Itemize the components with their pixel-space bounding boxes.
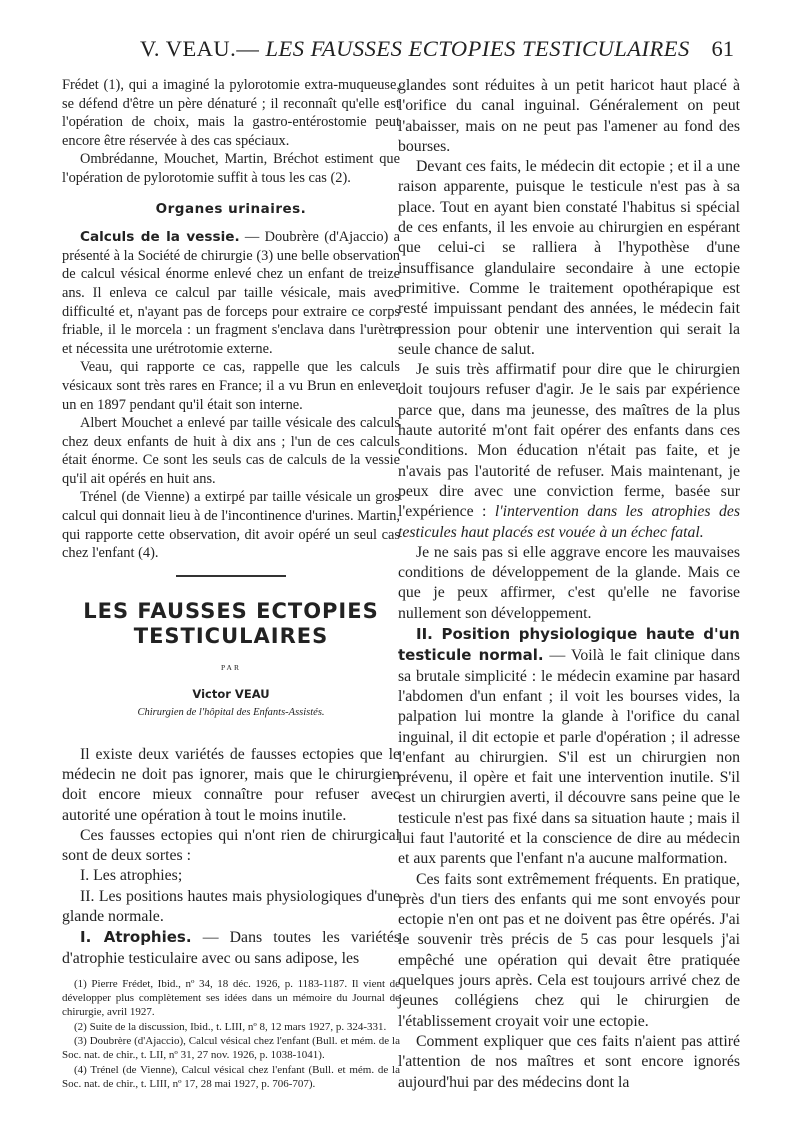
paragraph: glandes sont réduites à un petit haricot haut placé à l'orifice du canal inguinal. Généralement on peut l'abaisser, mais on ne peut pas l'amener au fond des bourses. [398, 77, 740, 155]
running-head [60, 36, 740, 72]
paragraph: Ces fausses ectopies qui n'ont rien de chirurgical sont de deux sortes : [62, 826, 400, 865]
paragraph: Veau, qui rapporte ce cas, rappelle que les calculs vésicaux sont très rares en France; il a vu Brun en enlever un en 1897 pendant qu'il était son interne. [62, 359, 400, 413]
paragraph-text: — Voilà le fait clinique dans sa brutale simplicité : le médecin examine par hasard l'abdomen d'un enfant ; il voit les bourses vides, la palpation lui montre la glande à l'orifice du canal inguinal, il dit ectopie et parle d'opération ; il adresse l'enfant au chirurgien. S'il est un chirurgien non prévenu, il opère et fait une intervention inutile. S'il est un chirurgien averti, il découvre sans peine que le testicule n'est pas fixé dans sa situation haute ; mais il lui faut l'autorité et la conscience de dire au médecin et aux parents que l'enfant n'a aucune malformation. [398, 647, 740, 868]
run-in-heading: Calculs de la vessie. [80, 229, 240, 246]
paragraph [398, 360, 740, 543]
paragraph-text: — Dans toutes les variétés d'atrophie testiculaire avec ou sans adipose, les [62, 929, 400, 967]
running-article-title: LES FAUSSES ECTOPIES TESTICULAIRES [265, 36, 690, 61]
paragraph: Ombrédanne, Mouchet, Martin, Bréchot estiment que l'opération de pylorotomie suffit à tous les cas (2). [62, 151, 400, 186]
paragraph: Je ne sais pas si elle aggrave encore les mauvaises conditions de développement de la glande. Mais ce que je peux affirmer, c'est qu'elle ne favorise nullement son développement. [398, 543, 740, 622]
list-item: I. Les atrophies; [80, 867, 183, 885]
running-title [140, 36, 690, 61]
article-title-line1: LES FAUSSES ECTOPIES [83, 598, 379, 623]
footnote: (2) Suite de la discussion, Ibid., t. LIII, nº 8, 12 mars 1927, p. 324-331. [74, 1020, 387, 1033]
paragraph [398, 624, 740, 870]
paragraph: Albert Mouchet a enlevé par taille vésicale des calculs chez deux enfants de huit à dix ans ; l'un de ces calculs était énorme. Ce sont les seuls cas de calculs de la vessie qu'il ait opérés en huit ans. [62, 415, 400, 487]
paragraph: Frédet (1), qui a imaginé la pylorotomie extra-muqueuse, se défend d'être un père dénaturé ; il reconnaît qu'elle est l'opération de choix, mais la gastro-entérostomie peut encore être réservée à des cas spéciaux. [62, 77, 400, 149]
paragraph: Comment expliquer que ces faits n'aient pas attiré l'attention de nos maîtres et sont encore ignorés aujourd'hui par des médecins dont la [398, 1032, 740, 1091]
page-number: 61 [711, 36, 734, 61]
list-item: II. Les positions hautes mais physiologiques d'une glande normale. [62, 887, 400, 925]
section-divider [176, 575, 286, 577]
paragraph-text: Je suis très affirmatif pour dire que le chirurgien doit toujours refuser d'agir. Je le sais par expérience parce que, dans ma jeunesse, des maîtres de la plus haute autorité m'ont fait opérer des enfants dans ces conditions. Mon éducation n'était pas faite, et je n'avais pas l'autorité de refuser. Mais maintenant, je peux dire avec une conviction ferme, basée sur l'expérience : [398, 361, 740, 521]
article-author: Victor VEAU [192, 687, 270, 702]
footnotes [62, 977, 400, 1091]
paragraph: Il existe deux variétés de fausses ectopies que le médecin ne doit pas ignorer, mais que le chirurgien doit encore mieux connaître pour refuser avec autorité une opération à tout le moins inutile. [62, 745, 400, 824]
run-in-heading: II. Position physiologique haute d'un testicule normal. [398, 625, 740, 665]
article-body [62, 745, 400, 969]
paragraph-text: — Doubrère (d'Ajaccio) a présenté à la Société de chirurgie (3) une belle observation de calcul vésical énorme enlevé chez un enfant de treize ans. Il enleva ce calcul par taille vésicale, mais avec difficulté et, n'ayant pas de forceps pour extraire ce corps friable, il le morcela : un fragment s'enclava dans l'urètre et nécessita une urétrotomie externe. [62, 229, 400, 357]
paragraph [62, 927, 400, 969]
byline-par: PAR [221, 662, 241, 672]
section-heading: Organes urinaires. [155, 200, 307, 217]
author-affiliation: Chirurgien de l'hôpital des Enfants-Assistés. [137, 707, 325, 719]
italic-statement: l'intervention dans les atrophies des testicules haut placés est vouée à un échec fatal. [398, 503, 740, 541]
right-column [398, 76, 740, 1093]
footnote: (3) Doubrère (d'Ajaccio), Calcul vésical chez l'enfant (Bull. et mém. de la Soc. nat. de chir., t. LII, nº 31, 27 nov. 1926, p. 1038-1041). [62, 1035, 400, 1062]
article-title-line2: TESTICULAIRES [133, 623, 329, 648]
paragraph: Devant ces faits, le médecin dit ectopie ; et il a une raison apparente, puisque le testicule n'est pas à sa place. Tout en ayant bien constaté l'habitus si spécial de ces enfants, il les envoie au chirurgien en espérant que celui-ci se ralliera à l'hypothèse d'une insuffisance glandulaire secondaire à une ectopie primitive. Comme le traitement opothérapique est resté impuissant pendant des années, le médecin fait pression pour obtenir une intervention qui serait la seule chance de salut. [398, 158, 740, 358]
footnote: (1) Pierre Frédet, Ibid., nº 34, 18 déc. 1926, p. 1183-1187. Il vient de développer plus complètement ses idées dans un mémoire du Journal de chirurgie, avril 1927. [62, 977, 400, 1019]
running-dash: — [236, 36, 260, 61]
paragraph: Ces faits sont extrêmement fréquents. En pratique, près d'un tiers des enfants qui me sont envoyés pour ectopie n'en ont pas et ne doivent pas être opérés. J'ai le souvenir très précis de 5 cas pour lesquels j'ai empêché une opération qui devait être pratiquée quelques jours après. Cela est toujours arrivé chez de jeunes collégiens chez qui le chirurgien de l'établissement croyait voir une ectopie. [398, 870, 740, 1030]
paragraph: Trénel (de Vienne) a extirpé par taille vésicale un gros calcul qui donnait lieu à de l'incontinence d'urines. Martin, qui rapporte cette observation, dit avoir opéré un seul cas chez l'enfant (4). [62, 489, 400, 562]
left-column [62, 76, 400, 1091]
run-in-heading: I. Atrophies. [80, 928, 192, 947]
footnote: (4) Trénel (de Vienne), Calcul vésical chez l'enfant (Bull. et mém. de la Soc. nat. de chir., t. LIII, nº 17, 28 mai 1927, p. 706-707). [62, 1063, 400, 1090]
paragraph [62, 228, 400, 358]
running-author: V. VEAU. [140, 36, 237, 61]
